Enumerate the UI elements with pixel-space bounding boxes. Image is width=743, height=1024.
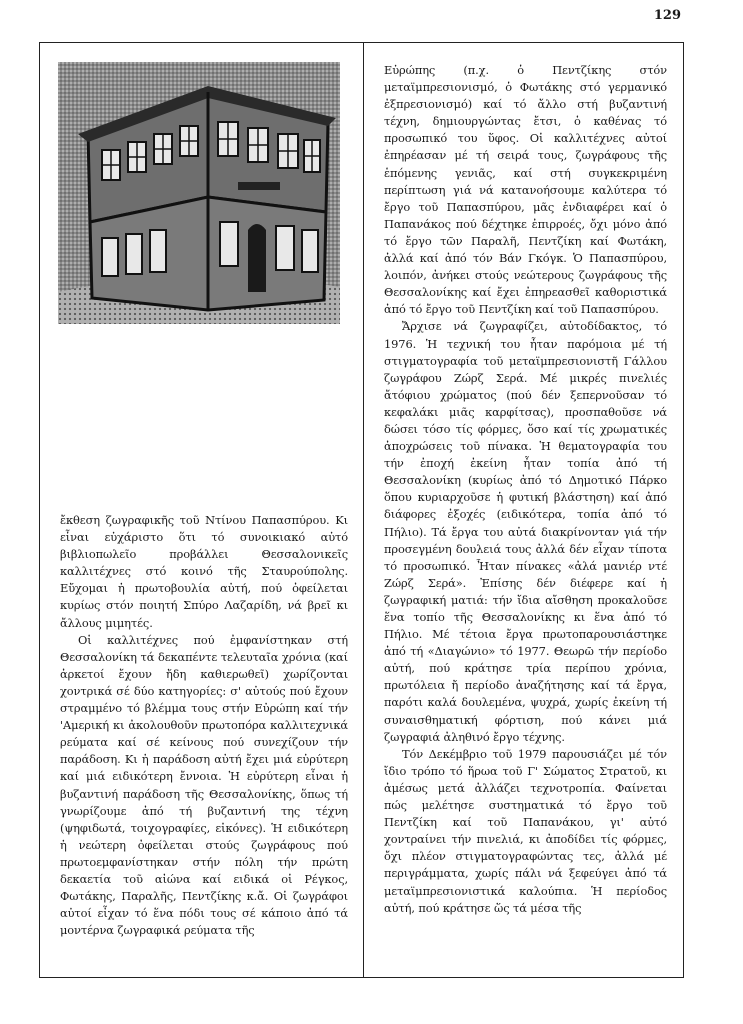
paragraph: Ἄρχισε νά ζωγραφίζει, αὐτοδίδακτος, τό 1976. Ἡ τεχνική του ἦταν παρόμοια μέ τή στιγματογραφία τοῦ μεταϊμπρεσιονιστῆ Γάλλου ζωγράφου Ζώρζ Σερά. Μέ μικρές πινελιές ἄτόφιου χρώματος (πού δέν ξεπερνοῦσαν τό κεφαλάκι μιᾶς καρφίτσας), προσπαθοῦσε νά δώσει τόσο τίς φόρμες, ὅσο καί τίς χρωματικές ἀποχρώσεις τοῦ πίνακα. Ἡ θεματογραφία του τήν ἐποχή ἐκείνη ἦταν τοπία ἀπό τή Θεσσαλονίκη (κυρίως ἀπό τό Δημοτικό Πάρκο ὅπου κυριαρχοῦσε ἡ φυτική βλάστηση) καί ἀπό διάφορες ἐξοχές (ειδικότερα, τοπία ἀπό τό Πήλιο). Τά ἔργα του αὐτά διακρίνονταν γιά τήν προσεγμένη δουλειά τους ἀλλά δέν εἶχαν τίποτα τό προσωπικό. Ἦταν πίνακες «ἀλά μανιέρ ντέ Ζώρζ Σερά». Ἐπίσης δέν διέφερε καί ἡ ζωγραφική ματιά: τήν ἴδια αἴσθηση προκαλοῦσε ἕνα τοπίο τῆς Θεσσαλονίκης κι ἕνα ἀπό τό Πήλιο. Μέ τέτοια ἔργα πρωτοπαρουσιάστηκε ἀπό τή «Διαγώνιο» τό 1977. Θεωρῶ τήν περίοδο αὐτή, πού κράτησε τρία περίπου χρόνια, πρωτόλεια ἤ περίοδο ἀναζήτησης καί τά ἔργα, παρότι καλά δουλεμένα, ψυχρά, χωρίς ἐκείνη τή συναισθηματική φόρτιση, πού κάνει μιά ζωγραφιά ἀληθινό ἔργο τέχνης. bbox=[384, 319, 667, 744]
right-column bbox=[384, 62, 667, 917]
paragraph: Οἱ καλλιτέχνες πού ἐμφανίστηκαν στή Θεσσαλονίκη τά δεκαπέντε τελευταῖα χρόνια (καί ἀρκετοί ἔχουν ἤδη καθιερωθεῖ) χωρίζονται χοντρικά σέ δύο κατηγορίες: σ' αὐτούς πού ἔχουν στραμμένο τό βλέμμα τους στήν Εὐρώπη καί τήν 'Αμερική κι ἀκολουθοῦν πρωτοπόρα καλλιτεχνικά ρεύματα καί σέ κείνους πού συνεχίζουν τήν παράδοση. Κι ἡ παράδοση αὐτή ἔχει μιά εὐρύτερη καί μιά ειδικότερη ἔννοια. Ἡ εὐρύτερη εἶναι ἡ βυζαντινή παράδοση τῆς Θεσσαλονίκης, ὅπως τή γνωρίζουμε ἀπό τή βυζαντινή της τέχνη (ψηφιδωτά, τοιχογραφίες, εἰκόνες). Ἡ ειδικότερη ἡ νεώτερη ὀφείλεται στούς ζωγράφους πού πρωτοεμφανίστηκαν στήν πόλη τήν πρώτη δεκαετία τοῦ αἰώνα καί ειδικά οἱ Ρέγκος, Φωτάκης, Παραλῆς, Πεντζίκης κ.ἄ. Οἱ ζωγράφοι αὐτοί εἶχαν τό ἕνα πόδι τους σέ κάποιο ἀπό τά μοντέρνα ζωγραφικά ρεύματα τῆς bbox=[60, 632, 348, 938]
left-column bbox=[60, 512, 348, 939]
painting-figure bbox=[58, 62, 340, 324]
page-number: 129 bbox=[653, 8, 681, 23]
column-divider bbox=[363, 42, 364, 978]
painting-of-old-house-icon bbox=[58, 62, 340, 324]
paragraph: ἔκθεση ζωγραφικῆς τοῦ Ντίνου Παπασπύρου. Κι εἶναι εὐχάριστο ὅτι τό συνοικιακό αὐτό βιβλιοπωλεῖο προβάλλει Θεσσαλονικεῖς καλλιτέχνες στό κοινό τῆς Σταυρούπολης. Εὔχομαι ἡ πρωτοβουλία αὐτή, πού ὀφείλεται κυρίως στόν ποιητή Σπύρο Λαζαρίδη, νά βρεῖ κι ἄλλους μιμητές. bbox=[60, 513, 348, 630]
paragraph: Εὐρώπης (π.χ. ὁ Πεντζίκης στόν μεταϊμπρεσιονισμό, ὁ Φωτάκης στό γερμανικό ἐξπρεσιονισμό) καί τό ἄλλο στή βυζαντινή τέχνη, δημιουργώντας ἔτσι, ὁ καθένας τό προσωπικό του ὕφος. Οἱ καλλιτέχνες αὐτοί ἐπηρέασαν μέ τή σειρά τους, ζωγράφους τῆς ἑπόμενης γενιᾶς, καί στή συγκεκριμένη περίπτωση γιά νά κατανοήσουμε καλύτερα τό ἔργο τοῦ Παπασπύρου, μᾶς ἐνδιαφέρει καί ὁ Παπανάκος πού δέχτηκε ἐπιρροές, ὄχι μόνο ἀπό τό ἔργο τῶν Παραλῆ, Πεντζίκη καί Φωτάκη, ἀλλά καί ἀπό τόν Βάν Γκόγκ. Ὁ Παπασπύρου, λοιπόν, ἀνήκει στούς νεώτερους ζωγράφους τῆς Θεσσαλονίκης καί ἔχει ἐπηρεασθεῖ καθοριστικά ἀπό τό ἔργο τοῦ Πεντζίκη καί τοῦ Παπασπύρου. bbox=[384, 63, 667, 317]
paragraph: Τόν Δεκέμβριο τοῦ 1979 παρουσιάζει μέ τόν ἴδιο τρόπο τό ἥρωα τοῦ Γ' Σώματος Στρατοῦ, κι ἀμέσως μετά ἀλλάζει τεχνοτροπία. Φαίνεται πώς μελέτησε συστηματικά τό ἔργο τοῦ Πεντζίκη καί τοῦ Παπανάκου, γι' αὐτό χοντραίνει τήν πινελιά, κι ἀποδίδει τίς φόρμες, ὄχι πλέον στιγματογραφώντας τες, ἀλλά μέ περιγράμματα, χωρίς πάλι νά ξεφεύγει ἀπό τά μεταϊμπρεσιονιστικά καλούπια. Ἡ περίοδος αὐτή, πού κράτησε ὥς τά μέσα τῆς bbox=[384, 746, 667, 915]
